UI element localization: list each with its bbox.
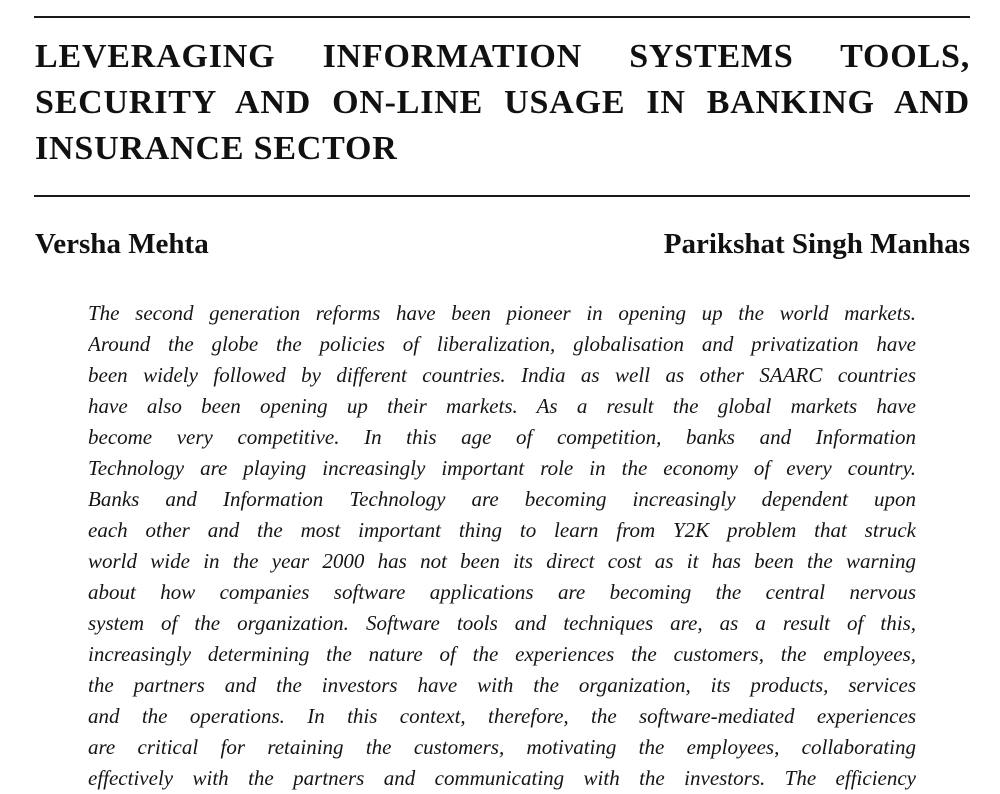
title-line-1: LEVERAGING INFORMATION SYSTEMS TOOLS,: [35, 38, 970, 75]
abstract-line: Around the globe the policies of liberalization, globalisation and privatization have: [88, 332, 916, 356]
title-divider-rule: [34, 195, 970, 197]
abstract-line: become very competitive. In this age of competition, banks and Information: [88, 425, 916, 449]
abstract-line: been widely followed by different countries. India as well as other SAARC countries: [88, 363, 916, 387]
author-list: [35, 224, 970, 264]
abstract: [88, 298, 916, 794]
author-name: Versha Mehta: [35, 228, 209, 260]
author-name: Parikshat Singh Manhas: [663, 228, 970, 260]
abstract-line: effectively with the partners and communicating with the investors. The efficiency: [88, 766, 916, 790]
abstract-line: and the operations. In this context, therefore, the software-mediated experiences: [88, 704, 916, 728]
paper-title: [35, 34, 970, 172]
abstract-line: about how companies software applications are becoming the central nervous: [88, 580, 916, 604]
title-line-3: INSURANCE SECTOR: [35, 130, 398, 167]
abstract-line: Technology are playing increasingly important role in the economy of every country.: [88, 456, 916, 480]
title-line-2: SECURITY AND ON-LINE USAGE IN BANKING AND: [35, 84, 970, 121]
abstract-line: Banks and Information Technology are becoming increasingly dependent upon: [88, 487, 916, 511]
abstract-line: system of the organization. Software tools and techniques are, as a result of this,: [88, 611, 916, 635]
abstract-line: the partners and the investors have with the organization, its products, services: [88, 673, 916, 697]
abstract-line: are critical for retaining the customers, motivating the employees, collaborating: [88, 735, 916, 759]
abstract-line: have also been opening up their markets. As a result the global markets have: [88, 394, 916, 418]
abstract-line: increasingly determining the nature of the experiences the customers, the employees,: [88, 642, 916, 666]
abstract-line: each other and the most important thing to learn from Y2K problem that struck: [88, 518, 916, 542]
abstract-line: The second generation reforms have been pioneer in opening up the world markets.: [88, 301, 916, 325]
abstract-line: world wide in the year 2000 has not been its direct cost as it has been the warning: [88, 549, 916, 573]
top-rule: [34, 16, 970, 18]
